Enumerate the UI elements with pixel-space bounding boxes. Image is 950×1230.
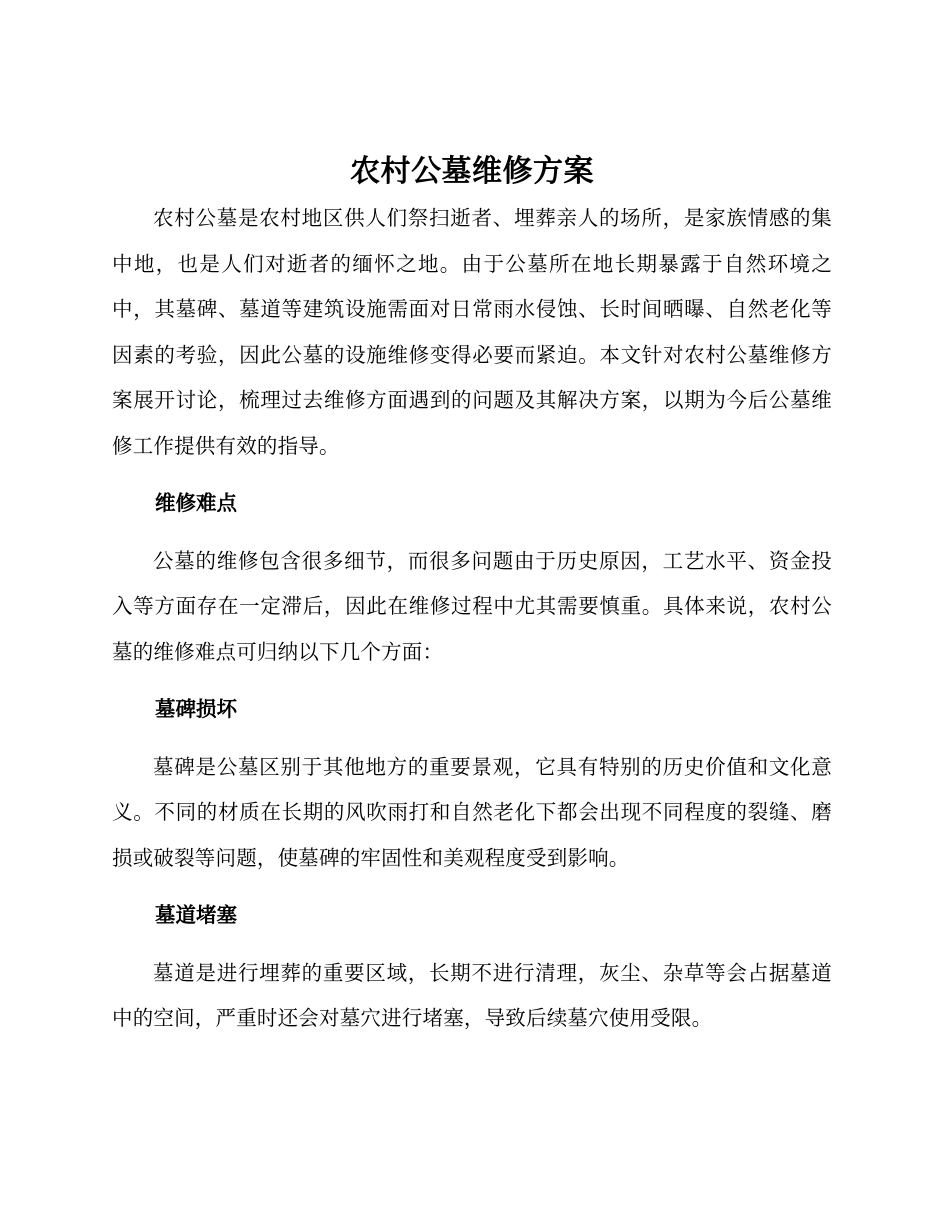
spacer — [112, 527, 832, 539]
spacer — [112, 939, 832, 951]
spacer — [112, 733, 832, 745]
section-heading-tomb-path-blockage: 墓道堵塞 — [155, 903, 237, 927]
spacer — [112, 675, 832, 687]
document-page — [112, 150, 832, 1042]
intro-paragraph: 农村公墓是农村地区供人们祭扫逝者、埋葬亲人的场所，是家族情感的集中地，也是人们对逝者的缅怀之地。由于公墓所在地长期暴露于自然环境之中，其墓碑、墓道等建筑设施需面对日常雨水侵蚀、长时间晒曝、自然老化等因素的考验，因此公墓的设施维修变得必要而紧迫。本文针对农村公墓维修方案展开讨论，梳理过去维修方面遇到的问题及其解决方案，以期为今后公墓维修工作提供有效的指导。 — [112, 206, 832, 458]
section-body-tombstone-damage: 墓碑是公墓区别于其他地方的重要景观，它具有特别的历史价值和文化意义。不同的材质在长期的风吹雨打和自然老化下都会出现不同程度的裂缝、磨损或破裂等问题，使墓碑的牢固性和美观程度受到影响。 — [112, 754, 832, 870]
document-title: 农村公墓维修方案 — [350, 154, 594, 189]
spacer — [112, 469, 832, 481]
section-body-tomb-path-blockage: 墓道是进行埋葬的重要区域，长期不进行清理，灰尘、杂草等会占据墓道中的空间，严重时还会对墓穴进行堵塞，导致后续墓穴使用受限。 — [112, 960, 832, 1030]
section-heading-tombstone-damage: 墓碑损坏 — [155, 697, 237, 721]
spacer — [112, 881, 832, 893]
section-body-repair-difficulties: 公墓的维修包含很多细节，而很多问题由于历史原因，工艺水平、资金投入等方面存在一定滞后，因此在维修过程中尤其需要慎重。具体来说，农村公墓的维修难点可归纳以下几个方面： — [112, 548, 832, 664]
section-heading-repair-difficulties: 维修难点 — [155, 491, 237, 515]
